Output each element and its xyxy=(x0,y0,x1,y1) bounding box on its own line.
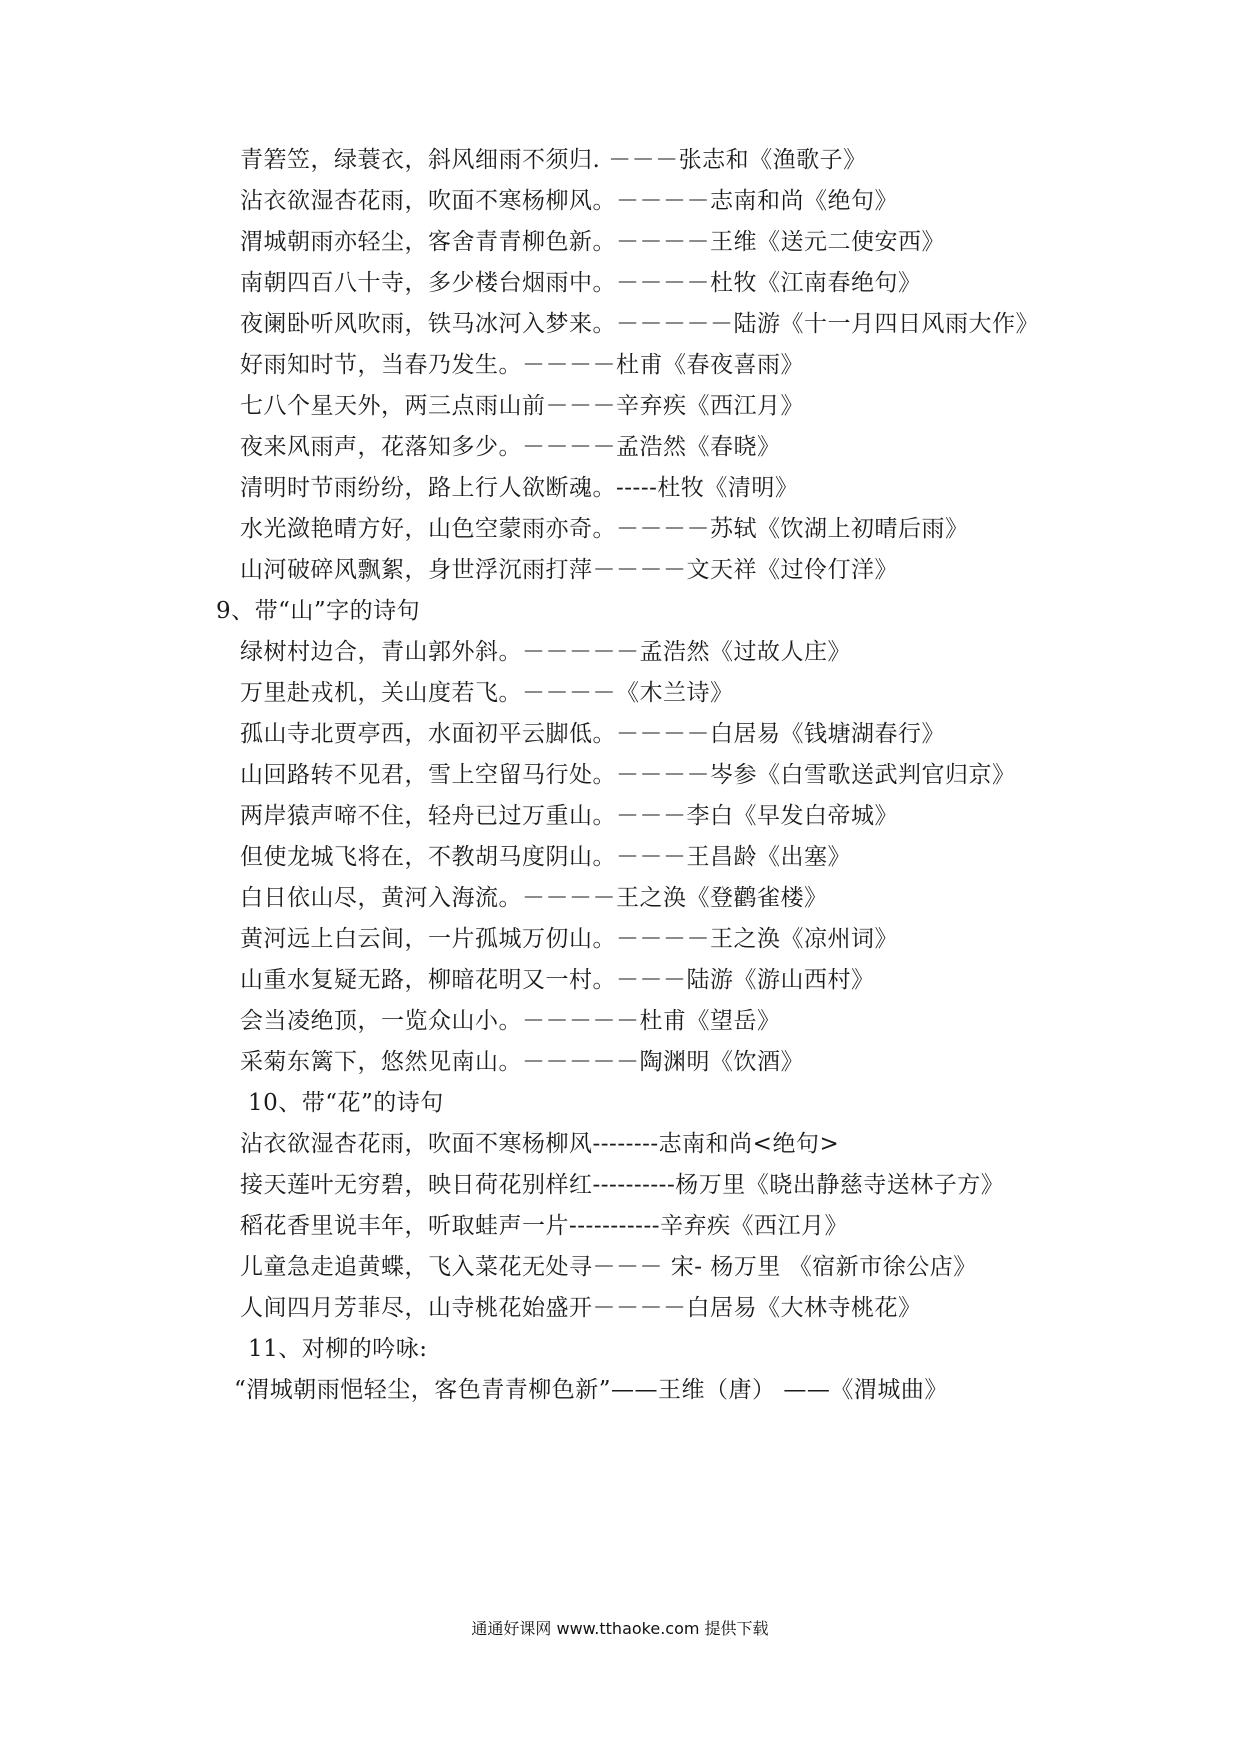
poem-line: 青箬笠，绿蓑衣，斜风细雨不须归. －－－张志和《渔歌子》 xyxy=(240,147,867,173)
poem-line: 黄河远上白云间，一片孤城万仞山。－－－－王之涣《凉州词》 xyxy=(240,926,898,952)
poem-line: 接天莲叶无穷碧，映日荷花别样红----------杨万里《晓出静慈寺送林子方》 xyxy=(240,1172,1005,1198)
poem-line: 沾衣欲湿杏花雨，吹面不寒杨柳风。－－－－志南和尚《绝句》 xyxy=(240,188,898,214)
section-heading: 9、带“山”字的诗句 xyxy=(216,598,421,624)
poem-line: 沾衣欲湿杏花雨，吹面不寒杨柳风--------志南和尚<绝句> xyxy=(240,1131,840,1157)
poem-line: 清明时节雨纷纷，路上行人欲断魂。-----杜牧《清明》 xyxy=(240,475,799,501)
poem-line: 夜阑卧听风吹雨，铁马冰河入梦来。－－－－－陆游《十一月四日风雨大作》 xyxy=(240,311,1039,337)
poem-line: “渭城朝雨悒轻尘，客色青青柳色新”——王维（唐） ——《渭城曲》 xyxy=(234,1377,948,1403)
poem-line: 好雨知时节，当春乃发生。－－－－杜甫《春夜喜雨》 xyxy=(240,352,804,378)
section-heading: 10、带“花”的诗句 xyxy=(248,1090,444,1116)
poem-line: 稻花香里说丰年，听取蛙声一片-----------辛弃疾《西江月》 xyxy=(240,1213,848,1239)
poem-line: 夜来风雨声，花落知多少。－－－－孟浩然《春晓》 xyxy=(240,434,781,460)
poem-line: 山重水复疑无路，柳暗花明又一村。－－－陆游《游山西村》 xyxy=(240,967,875,993)
poem-line: 两岸猿声啼不住，轻舟已过万重山。－－－李白《早发白帝城》 xyxy=(240,803,898,829)
poem-line: 人间四月芳菲尽，山寺桃花始盛开－－－－白居易《大林寺桃花》 xyxy=(240,1295,922,1321)
poem-line: 孤山寺北贾亭西，水面初平云脚低。－－－－白居易《钱塘湖春行》 xyxy=(240,721,945,747)
poem-line: 七八个星天外，两三点雨山前－－－辛弃疾《西江月》 xyxy=(240,393,804,419)
poem-line: 山河破碎风飘絮，身世浮沉雨打萍－－－－文天祥《过伶仃洋》 xyxy=(240,557,898,583)
poem-line: 会当凌绝顶，一览众山小。－－－－－杜甫《望岳》 xyxy=(240,1008,781,1034)
poem-line: 南朝四百八十寺，多少楼台烟雨中。－－－－杜牧《江南春绝句》 xyxy=(240,270,922,296)
poem-line: 但使龙城飞将在，不教胡马度阴山。－－－王昌龄《出塞》 xyxy=(240,844,851,870)
poem-line: 绿树村边合，青山郭外斜。－－－－－孟浩然《过故人庄》 xyxy=(240,639,851,665)
poem-line: 儿童急走追黄蝶，飞入菜花无处寻－－－ 宋- 杨万里 《宿新市徐公店》 xyxy=(240,1254,977,1280)
page-footer: 通通好课网 www.tthaoke.com 提供下载 xyxy=(471,1619,769,1638)
poem-line: 白日依山尽，黄河入海流。－－－－王之涣《登鹳雀楼》 xyxy=(240,885,828,911)
section-heading: 11、对柳的吟咏: xyxy=(248,1336,428,1362)
poem-line: 渭城朝雨亦轻尘，客舍青青柳色新。－－－－王维《送元二使安西》 xyxy=(240,229,945,255)
poem-line: 采菊东篱下，悠然见南山。－－－－－陶渊明《饮酒》 xyxy=(240,1049,804,1075)
poem-line: 水光潋艳晴方好，山色空蒙雨亦奇。－－－－苏轼《饮湖上初晴后雨》 xyxy=(240,516,969,542)
poem-line: 山回路转不见君，雪上空留马行处。－－－－岑参《白雪歌送武判官归京》 xyxy=(240,762,1016,788)
poem-line: 万里赴戎机，关山度若飞。－－－－《木兰诗》 xyxy=(240,680,734,706)
